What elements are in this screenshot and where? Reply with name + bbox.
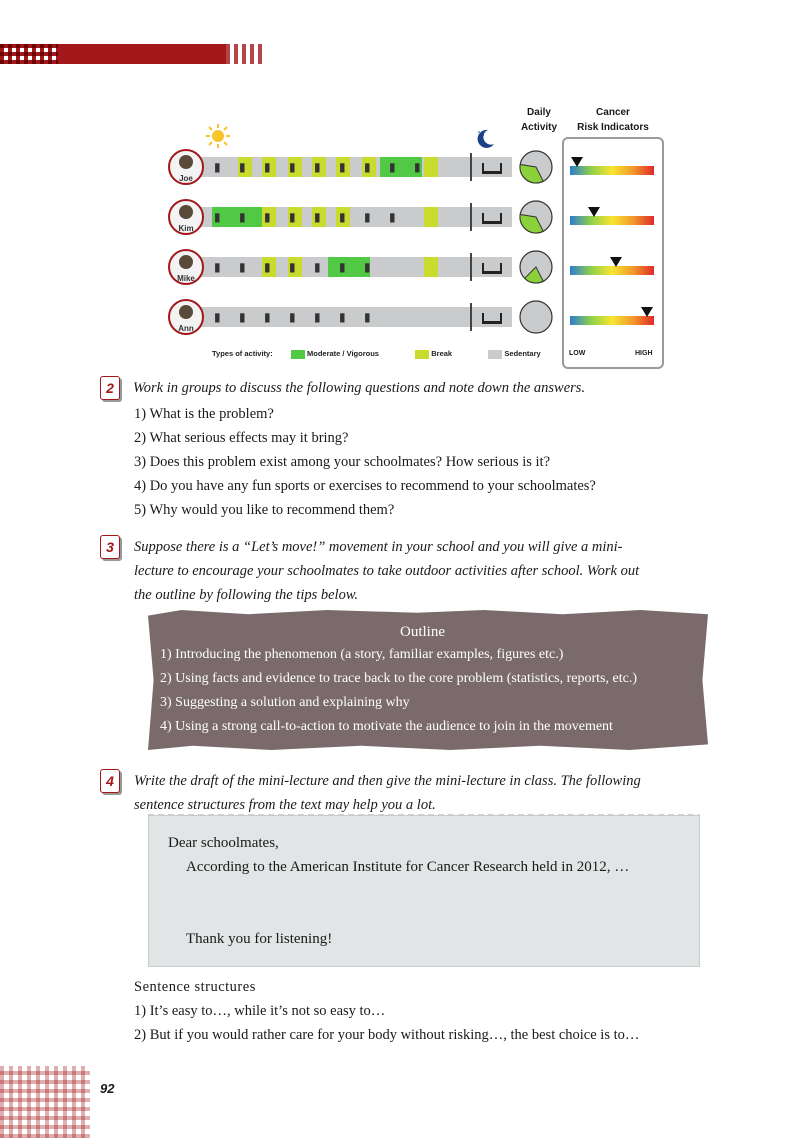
daily-activity-header-line1: Daily bbox=[527, 107, 551, 118]
exercise-2-questions bbox=[134, 402, 596, 522]
question-item: 3) Does this problem exist among your schoolmates? How serious is it? bbox=[134, 454, 551, 470]
activity-icon: ▮ bbox=[214, 160, 221, 174]
footer-pixel-pattern bbox=[0, 1066, 90, 1138]
draft-close: Thank you for listening! bbox=[186, 931, 333, 947]
person-name: Kim bbox=[178, 224, 194, 233]
activity-icon: ▮ bbox=[264, 310, 271, 324]
structure-item: 1) It’s easy to…, while it’s not so easy to… bbox=[134, 1003, 386, 1019]
risk-marker bbox=[571, 157, 583, 167]
cancer-risk-header-line1: Cancer bbox=[596, 107, 630, 118]
question-item: 1) What is the problem? bbox=[134, 406, 274, 422]
sun-icon bbox=[206, 124, 230, 148]
outline-title: Outline bbox=[400, 624, 445, 640]
person-icon bbox=[179, 205, 193, 219]
exercise-4-prompt bbox=[134, 769, 706, 817]
exercise-4-line: sentence structures from the text may help you a lot. bbox=[134, 797, 436, 813]
exercise-3-line: the outline by following the tips below. bbox=[134, 587, 359, 603]
activity-icon: ▮ bbox=[289, 210, 296, 224]
risk-bar bbox=[570, 166, 654, 175]
person-icon bbox=[179, 155, 193, 169]
activity-icon: ▮ bbox=[239, 310, 246, 324]
activity-icon: ▮ bbox=[214, 260, 221, 274]
activity-icon: ▮ bbox=[314, 310, 321, 324]
header-pixel-tail bbox=[226, 44, 262, 64]
exercise-2-badge: 2 bbox=[100, 376, 120, 400]
break-segment bbox=[424, 257, 438, 277]
bed-icon bbox=[482, 313, 502, 324]
exercise-3-prompt bbox=[134, 535, 706, 607]
exercise-3-line: lecture to encourage your schoolmates to take outdoor activities after school. Work out bbox=[134, 563, 640, 579]
activity-strip bbox=[200, 307, 512, 327]
risk-bar bbox=[570, 266, 654, 275]
activity-icon: ▮ bbox=[239, 160, 246, 174]
activity-icon: ▮ bbox=[414, 160, 421, 174]
risk-marker bbox=[610, 257, 622, 267]
legend-swatch-sedentary bbox=[488, 350, 502, 359]
header-pixel-pattern bbox=[0, 44, 58, 64]
activity-icon: ▮ bbox=[289, 260, 296, 274]
activity-icon: ▮ bbox=[339, 210, 346, 224]
activity-icon: ▮ bbox=[214, 310, 221, 324]
risk-bar bbox=[570, 216, 654, 225]
risk-low-label: LOW bbox=[569, 350, 586, 357]
person-name: Joe bbox=[179, 174, 193, 183]
legend-label-break: Break bbox=[431, 349, 453, 358]
activity-icon: ▮ bbox=[239, 210, 246, 224]
person-icon bbox=[179, 255, 193, 269]
draft-body: According to the American Institute for Cancer Research held in 2012, … bbox=[186, 859, 630, 875]
outline-item: 2) Using facts and evidence to trace back to the core problem (statistics, reports, etc.) bbox=[160, 671, 637, 686]
activity-strip bbox=[200, 207, 512, 227]
daily-activity-pie bbox=[518, 149, 554, 185]
daily-activity-header-line2: Activity bbox=[520, 122, 558, 133]
activity-icon: ▮ bbox=[339, 160, 346, 174]
outline-list bbox=[160, 643, 637, 739]
activity-icon: ▮ bbox=[364, 310, 371, 324]
daily-activity-pie bbox=[518, 249, 554, 285]
activity-icon: ▮ bbox=[389, 210, 396, 224]
person-icon bbox=[179, 305, 193, 319]
activity-icon: ▮ bbox=[214, 210, 221, 224]
daily-activity-pie bbox=[518, 199, 554, 235]
pie-sedentary-slice bbox=[520, 301, 552, 333]
activity-icon: ▮ bbox=[314, 210, 321, 224]
activity-legend bbox=[212, 349, 541, 359]
activity-icon: ▮ bbox=[389, 160, 396, 174]
outline-item: 1) Introducing the phenomenon (a story, familiar examples, figures etc.) bbox=[160, 647, 564, 662]
activity-icon: ▮ bbox=[339, 310, 346, 324]
person-name: Ann bbox=[178, 324, 194, 333]
structures-title: Sentence structures bbox=[134, 979, 256, 995]
activity-icon: ▮ bbox=[264, 210, 271, 224]
night-divider bbox=[470, 153, 472, 181]
bed-icon bbox=[482, 163, 502, 174]
moon-icon bbox=[474, 128, 496, 150]
question-item: 4) Do you have any fun sports or exercises to recommend to your schoolmates? bbox=[134, 478, 596, 494]
risk-high-label: HIGH bbox=[635, 350, 653, 357]
outline-item: 3) Suggesting a solution and explaining why bbox=[160, 695, 410, 710]
cancer-risk-header bbox=[568, 105, 658, 135]
legend-swatch-moderate bbox=[291, 350, 305, 359]
activity-icon: ▮ bbox=[364, 160, 371, 174]
header-band bbox=[58, 44, 226, 64]
activity-icon: ▮ bbox=[289, 310, 296, 324]
exercise-2-title: Work in groups to discuss the following questions and note down the answers. bbox=[133, 380, 586, 396]
activity-icon: ▮ bbox=[264, 160, 271, 174]
daily-activity-pie bbox=[518, 299, 554, 335]
exercise-3-badge: 3 bbox=[100, 535, 120, 559]
legend-label-moderate: Moderate / Vigorous bbox=[307, 349, 379, 358]
exercise-4-badge: 4 bbox=[100, 769, 120, 793]
structure-item: 2) But if you would rather care for your body without risking…, the best choice is to… bbox=[134, 1027, 640, 1043]
risk-bar bbox=[570, 316, 654, 325]
person-name: Mike bbox=[177, 274, 195, 283]
legend-label-sedentary: Sedentary bbox=[504, 349, 541, 358]
exercise-3-line: Suppose there is a “Let’s move!” movement in your school and you will give a mini- bbox=[134, 539, 623, 555]
activity-icon: ▮ bbox=[314, 160, 321, 174]
exercise-4-line: Write the draft of the mini-lecture and then give the mini-lecture in class. The following bbox=[134, 773, 641, 789]
night-divider bbox=[470, 203, 472, 231]
draft-greeting: Dear schoolmates, bbox=[168, 835, 279, 851]
night-divider bbox=[470, 253, 472, 281]
break-segment bbox=[424, 157, 438, 177]
activity-strip bbox=[200, 157, 512, 177]
activity-strip bbox=[200, 257, 512, 277]
bed-icon bbox=[482, 213, 502, 224]
bed-icon bbox=[482, 263, 502, 274]
night-divider bbox=[470, 303, 472, 331]
question-item: 5) Why would you like to recommend them? bbox=[134, 502, 395, 518]
risk-marker bbox=[588, 207, 600, 217]
page-number: 92 bbox=[100, 1081, 115, 1096]
outline-item: 4) Using a strong call-to-action to motivate the audience to join in the movement bbox=[160, 719, 613, 734]
activity-icon: ▮ bbox=[289, 160, 296, 174]
activity-icon: ▮ bbox=[264, 260, 271, 274]
risk-marker bbox=[641, 307, 653, 317]
break-segment bbox=[424, 207, 438, 227]
activity-icon: ▮ bbox=[239, 260, 246, 274]
activity-icon: ▮ bbox=[364, 210, 371, 224]
cancer-risk-header-line2: Risk Indicators bbox=[577, 122, 649, 133]
legend-title: Types of activity: bbox=[212, 349, 273, 358]
activity-icon: ▮ bbox=[364, 260, 371, 274]
activity-icon: ▮ bbox=[314, 260, 321, 274]
daily-activity-header bbox=[514, 105, 564, 135]
structures-list bbox=[134, 999, 639, 1047]
legend-swatch-break bbox=[415, 350, 429, 359]
activity-icon: ▮ bbox=[339, 260, 346, 274]
question-item: 2) What serious effects may it bring? bbox=[134, 430, 349, 446]
